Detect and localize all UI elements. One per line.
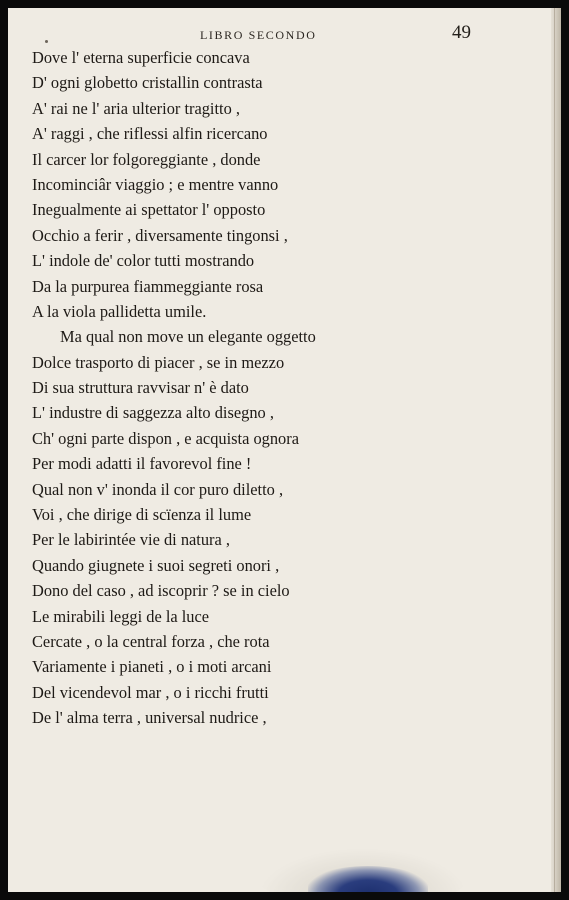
verse-line: Per modi adatti il favorevol fine ! — [32, 454, 252, 474]
verse-line: D' ogni globetto cristallin contrasta — [32, 73, 263, 93]
page-edge — [551, 8, 561, 892]
verse-line: Cercate , o la central forza , che rota — [32, 631, 270, 651]
page-number: 49 — [452, 22, 471, 43]
print-speck — [45, 40, 48, 43]
verse-line: Ch' ogni parte dispon , e acquista ognora — [32, 428, 299, 448]
verse-line: Voi , che dirige di scïenza il lume — [32, 505, 252, 525]
poem-text — [32, 45, 512, 731]
verse-line: Dolce trasporto di piacer , se in mezzo — [32, 352, 285, 372]
verse-line: Quando giugnete i suoi segreti onori , — [32, 555, 280, 575]
verse-line: Per le labirintée vie di natura , — [32, 530, 230, 550]
verse-line: Da la purpurea fiammeggiante rosa — [32, 276, 264, 296]
verse-line: Inegualmente ai spettator l' opposto — [32, 200, 266, 220]
book-page — [8, 8, 561, 892]
verse-line: Le mirabili leggi de la luce — [32, 606, 210, 626]
verse-line: Il carcer lor folgoreggiante , donde — [32, 149, 261, 169]
verse-line: Dono del caso , ad iscoprir ? se in cielo — [32, 581, 290, 601]
verse-line: Occhio a ferir , diversamente tingonsi , — [32, 225, 288, 245]
running-head: LIBRO SECONDO — [200, 28, 317, 42]
verse-line: A' raggi , che riflessi alfin ricercano — [32, 124, 268, 144]
verse-line: A' rai ne l' aria ulterior tragitto , — [32, 98, 240, 118]
verse-line: De l' alma terra , universal nudrice , — [32, 708, 267, 728]
verse-line: A la viola pallidetta umile. — [32, 301, 207, 321]
verse-line: Variamente i pianeti , o i moti arcani — [32, 657, 272, 677]
verse-line: Ma qual non move un elegante oggetto — [60, 327, 316, 347]
verse-line: Dove l' eterna superficie concava — [32, 48, 250, 67]
verse-line: Di sua struttura ravvisar n' è dato — [32, 378, 249, 398]
verse-line: L' indole de' color tutti mostrando — [32, 251, 255, 271]
verse-line: L' industre di saggezza alto disegno , — [32, 403, 274, 423]
verse-line: Del vicendevol mar , o i ricchi frutti — [32, 682, 269, 702]
verse-line: Qual non v' inonda il cor puro diletto , — [32, 479, 284, 499]
verse-line: Incominciâr viaggio ; e mentre vanno — [32, 174, 279, 194]
